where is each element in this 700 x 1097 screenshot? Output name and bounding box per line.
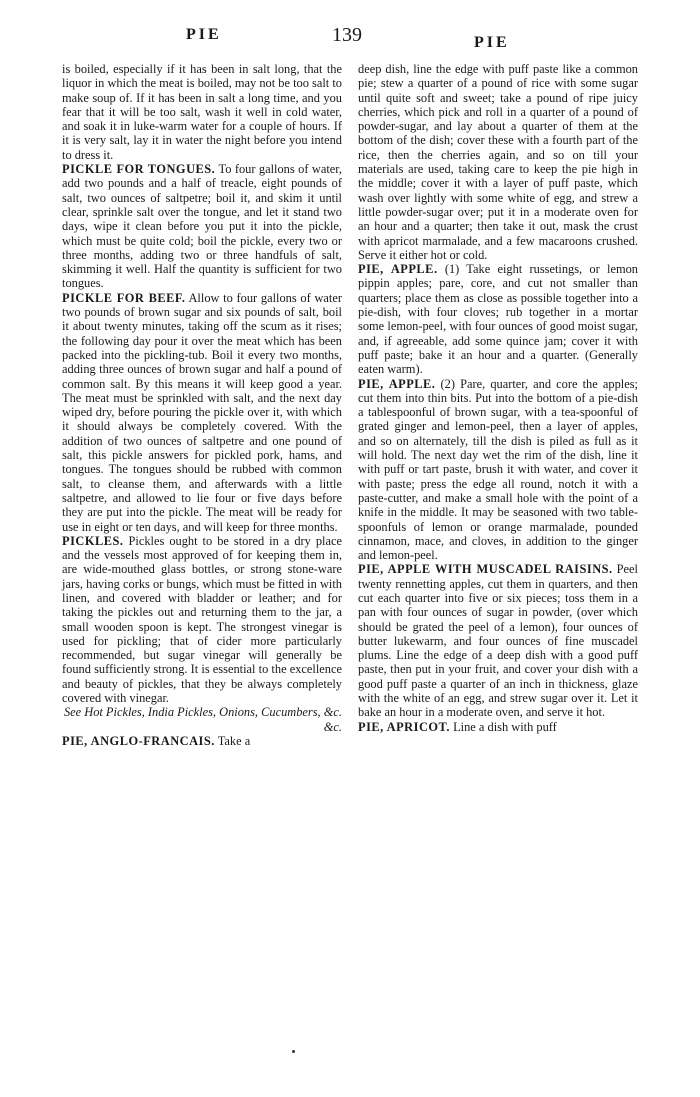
recipe-body: (2) Pare, quarter, and core the apples; cut them into thin bits. Put into the bottom of a pie-dish a tablespoonful of brown sugar, with a tea-spoonful of grated ginger and lemon-peel, then a layer of apples, and so on alternately, till the dish is piled as full as it will hold. The next day wet the rim of the dish, line it with puff or tart paste, brush it with water, and cover it with paste; press the edge all round, notch it with a paste-cutter, and make a small hole with the point of a knife in the middle. It may be seasoned with two table-spoonfuls of lemon or orange marmalade, pounded cinnamon, mace, and cloves, in addition to the ginger and lemon-peel. bbox=[358, 376, 638, 563]
recipe-heading: PIE, APRICOT. bbox=[358, 719, 450, 734]
recipe-entry bbox=[358, 262, 638, 376]
continued-text: deep dish, line the edge with puff paste like a common pie; stew a quarter of a pound of rice with some sugar until quite soft and sweet; take a pound of ripe juicy cherries, which pick and roll in a quarter of a pound of powder-sugar, and lay about a quarter of them at the bottom of the dish; cover these with a fourth part of the rice, then the cherries again, and so on till your materials are used, taking care to keep the pie high in the middle; cover it with a layer of puff paste, which wash over lightly with some white of egg, and strew a little powder-sugar over; put it in a moderate oven for an hour and a quarter; then take it out, mask the crust with apricot marmalade, and a few macaroons crushed. Serve it either hot or cold. bbox=[358, 62, 638, 262]
recipe-entry bbox=[62, 534, 342, 706]
left-column bbox=[62, 62, 342, 748]
running-head-right: PIE bbox=[474, 34, 510, 51]
recipe-body: Pickles ought to be stored in a dry place and the vessels most approved of for keeping them in, are wide-mouthed glass bottles, or strong stone-ware jars, having corks or bungs, which must be fitted in with linen, and covered with bladder or leather; and for taking the pickles out and returning them to the jar, a small wooden spoon is kept. The strongest vinegar is used for pickling; that of cider more particularly recommended, but sugar vinegar will generally be found sufficiently strong. It is essential to the excellence and beauty of pickles, that they be always completely covered with vinegar. bbox=[62, 533, 342, 706]
cross-reference: See Hot Pickles, India Pickles, Onions, Cucumbers, &c. &c. bbox=[63, 705, 342, 734]
page-number: 139 bbox=[332, 24, 362, 46]
right-column bbox=[358, 62, 638, 734]
recipe-heading: PICKLES. bbox=[62, 533, 124, 548]
recipe-body: (1) Take eight russetings, or lemon pippin apples; pare, core, and cut not smaller than quarters; place them as close as possible together into a pie-dish, with four cloves; rub together in a mortar some lemon-peel, with four ounces of good moist sugar, and, if agreeable, add some quince jam; cover it with puff paste; bake it an hour and a quarter. (Generally eaten warm). bbox=[358, 262, 638, 377]
recipe-heading: PICKLE FOR TONGUES. bbox=[62, 162, 216, 177]
recipe-body: Peel twenty rennetting apples, cut them in quarters, and then cut each quarter into five or six pieces; toss them in a pan with four ounces of sugar in powder, (over which should be grated the peel of a lemon), four ounces of butter lukewarm, and four ounces of fine muscadel plums. Line the edge of a deep dish with a good puff paste, then put in your fruit, and cover your dish with a good puff paste a quarter of an inch in thickness, glaze with the white of an egg, and strew sugar over it. Let it bake an hour in a moderate oven, and serve it hot. bbox=[358, 562, 638, 720]
recipe-body: Take a bbox=[217, 733, 251, 748]
recipe-entry bbox=[358, 720, 638, 734]
recipe-body: To four gallons of water, add two pounds and a half of treacle, eight pounds of salt, two ounces of saltpetre; boil it, and skim it until clear, sprinkle salt over the tongue, and let it stand two days, wipe it clean before you put it into the pickle, which must be quite cold; boil the pickle, every two or three months, adding two or three handfuls of salt, skimming it well. Half the quantity is sufficient for two tongues. bbox=[62, 162, 343, 291]
continued-text: is boiled, especially if it has been in salt long, that the liquor in which the meat is boiled, may not be too salt to make soup of. If it has been in salt a long time, and you fear that it will be too salt, wash it well in cold water, and soak it in luke-warm water for a couple of hours. If it is very salt, lay it in water the night before you intend to dress it. bbox=[62, 62, 342, 162]
recipe-entry bbox=[62, 734, 342, 748]
recipe-heading: PICKLE FOR BEEF. bbox=[62, 290, 186, 305]
running-header bbox=[0, 24, 700, 60]
recipe-body: Allow to four gallons of water two pounds of brown sugar and six pounds of salt, boil it about twenty minutes, taking off the scum as it rises; the following day pour it over the meat which has been packed into the pickling-tub. Boil it every two months, adding three ounces of brown sugar and half a pound of common salt. By this means it will keep good a year. The meat must be sprinkled with salt, and the next day wiped dry, before pouring the pickle over it, with which it should always be completely covered. With the addition of two ounces of saltpetre and one pound of salt, this pickle answers for pickled pork, hams, and tongues. The tongues should be rubbed with common salt, to cleanse them, and afterwards with a little saltpetre, and allowed to lie four or five days before they are put into the pickle. The meat will be ready for use in eight or ten days, and will keep for three months. bbox=[62, 290, 342, 534]
running-head-left: PIE bbox=[186, 26, 222, 43]
recipe-entry bbox=[358, 562, 638, 719]
recipe-heading: PIE, ANGLO-FRANCAIS. bbox=[62, 733, 215, 748]
recipe-heading: PIE, APPLE. bbox=[358, 262, 438, 277]
print-mark bbox=[292, 1050, 295, 1053]
recipe-entry bbox=[62, 291, 342, 534]
recipe-heading: PIE, APPLE. bbox=[358, 376, 436, 391]
recipe-entry bbox=[358, 377, 638, 563]
recipe-heading: PIE, APPLE WITH MUSCADEL RAISINS. bbox=[358, 562, 613, 577]
recipe-entry bbox=[62, 162, 342, 291]
recipe-body: Line a dish with puff bbox=[453, 719, 557, 734]
